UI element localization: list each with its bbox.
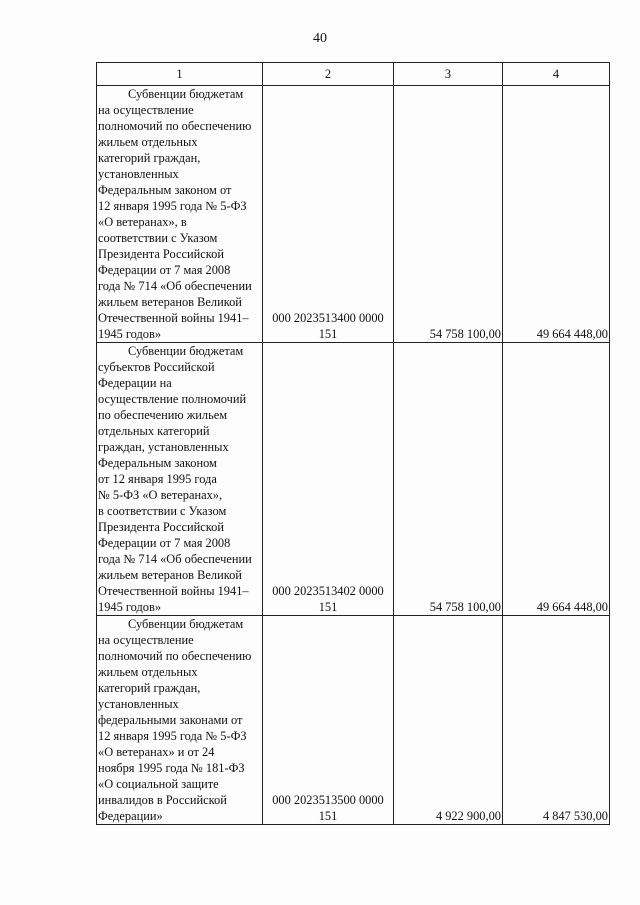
description-line: Федеральным законом от: [98, 183, 232, 197]
description-line: 1945 годов»: [98, 327, 162, 341]
code-line: 151: [318, 600, 338, 614]
header-row: [97, 63, 610, 86]
description-line: установленных: [98, 167, 179, 181]
description-line: осуществление полномочий: [98, 392, 247, 406]
description-line: субъектов Российской: [98, 360, 215, 374]
description-line: полномочий по обеспечению: [98, 649, 252, 663]
description-line: жильем ветеранов Великой: [98, 568, 242, 582]
budget-table: [96, 62, 610, 825]
description-cell: [97, 343, 263, 616]
column-header-2: 2: [263, 63, 394, 86]
amount-cell-col3: 54 758 100,00: [394, 86, 503, 343]
description-line: № 5-ФЗ «О ветеранах»,: [98, 488, 223, 502]
description-line: по обеспечению жильем: [98, 408, 228, 422]
description-line: инвалидов в Российской: [98, 793, 227, 807]
table-row: [97, 616, 610, 825]
code-line: 151: [318, 809, 338, 823]
column-header-4: 4: [503, 63, 610, 86]
description-line: Президента Российской: [98, 247, 224, 261]
description-line: Субвенции бюджетам: [128, 87, 244, 101]
amount-cell-col4: 49 664 448,00: [503, 86, 610, 343]
description-line: Федерации»: [98, 809, 163, 823]
description-line: Федерации от 7 мая 2008: [98, 536, 231, 550]
code-line: 000 2023513500 0000: [272, 793, 384, 807]
code-cell: [263, 616, 394, 825]
amount-cell-col4: 4 847 530,00: [503, 616, 610, 825]
description-line: 12 января 1995 года № 5-ФЗ: [98, 729, 247, 743]
amount-cell-col3: 54 758 100,00: [394, 343, 503, 616]
code-line: 000 2023513400 0000: [272, 311, 384, 325]
description-line: от 12 января 1995 года: [98, 472, 217, 486]
description-line: «О ветеранах», в: [98, 215, 187, 229]
description-line: 1945 годов»: [98, 600, 162, 614]
description-line: 12 января 1995 года № 5-ФЗ: [98, 199, 247, 213]
code-cell: [263, 86, 394, 343]
column-header-1: 1: [97, 63, 263, 86]
description-line: на осуществление: [98, 633, 194, 647]
description-line: соответствии с Указом: [98, 231, 218, 245]
description-line: «О социальной защите: [98, 777, 219, 791]
table-row: [97, 86, 610, 343]
amount-cell-col4: 49 664 448,00: [503, 343, 610, 616]
description-cell: [97, 616, 263, 825]
description-line: установленных: [98, 697, 179, 711]
description-line: в соответствии с Указом: [98, 504, 227, 518]
description-line: категорий граждан,: [98, 681, 201, 695]
description-line: жильем отдельных: [98, 665, 198, 679]
description-line: года № 714 «Об обеспечении: [98, 279, 252, 293]
description-line: Федерации на: [98, 376, 172, 390]
description-line: полномочий по обеспечению: [98, 119, 252, 133]
description-line: Федеральным законом: [98, 456, 217, 470]
code-line: 151: [318, 327, 338, 341]
description-line: Отечественной войны 1941–: [98, 584, 249, 598]
description-line: граждан, установленных: [98, 440, 229, 454]
code-cell: [263, 343, 394, 616]
description-line: федеральными законами от: [98, 713, 243, 727]
description-cell: [97, 86, 263, 343]
description-line: отдельных категорий: [98, 424, 210, 438]
description-line: ноября 1995 года № 181-ФЗ: [98, 761, 245, 775]
column-header-3: 3: [394, 63, 503, 86]
code-line: 000 2023513402 0000: [272, 584, 384, 598]
description-line: Отечественной войны 1941–: [98, 311, 249, 325]
description-line: Субвенции бюджетам: [128, 617, 244, 631]
description-line: Федерации от 7 мая 2008: [98, 263, 231, 277]
description-line: Субвенции бюджетам: [128, 344, 244, 358]
description-line: на осуществление: [98, 103, 194, 117]
page-number: 40: [313, 31, 327, 46]
description-line: «О ветеранах» и от 24: [98, 745, 215, 759]
amount-cell-col3: 4 922 900,00: [394, 616, 503, 825]
description-line: жильем отдельных: [98, 135, 198, 149]
table-row: [97, 343, 610, 616]
description-line: года № 714 «Об обеспечении: [98, 552, 252, 566]
description-line: категорий граждан,: [98, 151, 201, 165]
description-line: Президента Российской: [98, 520, 224, 534]
description-line: жильем ветеранов Великой: [98, 295, 242, 309]
